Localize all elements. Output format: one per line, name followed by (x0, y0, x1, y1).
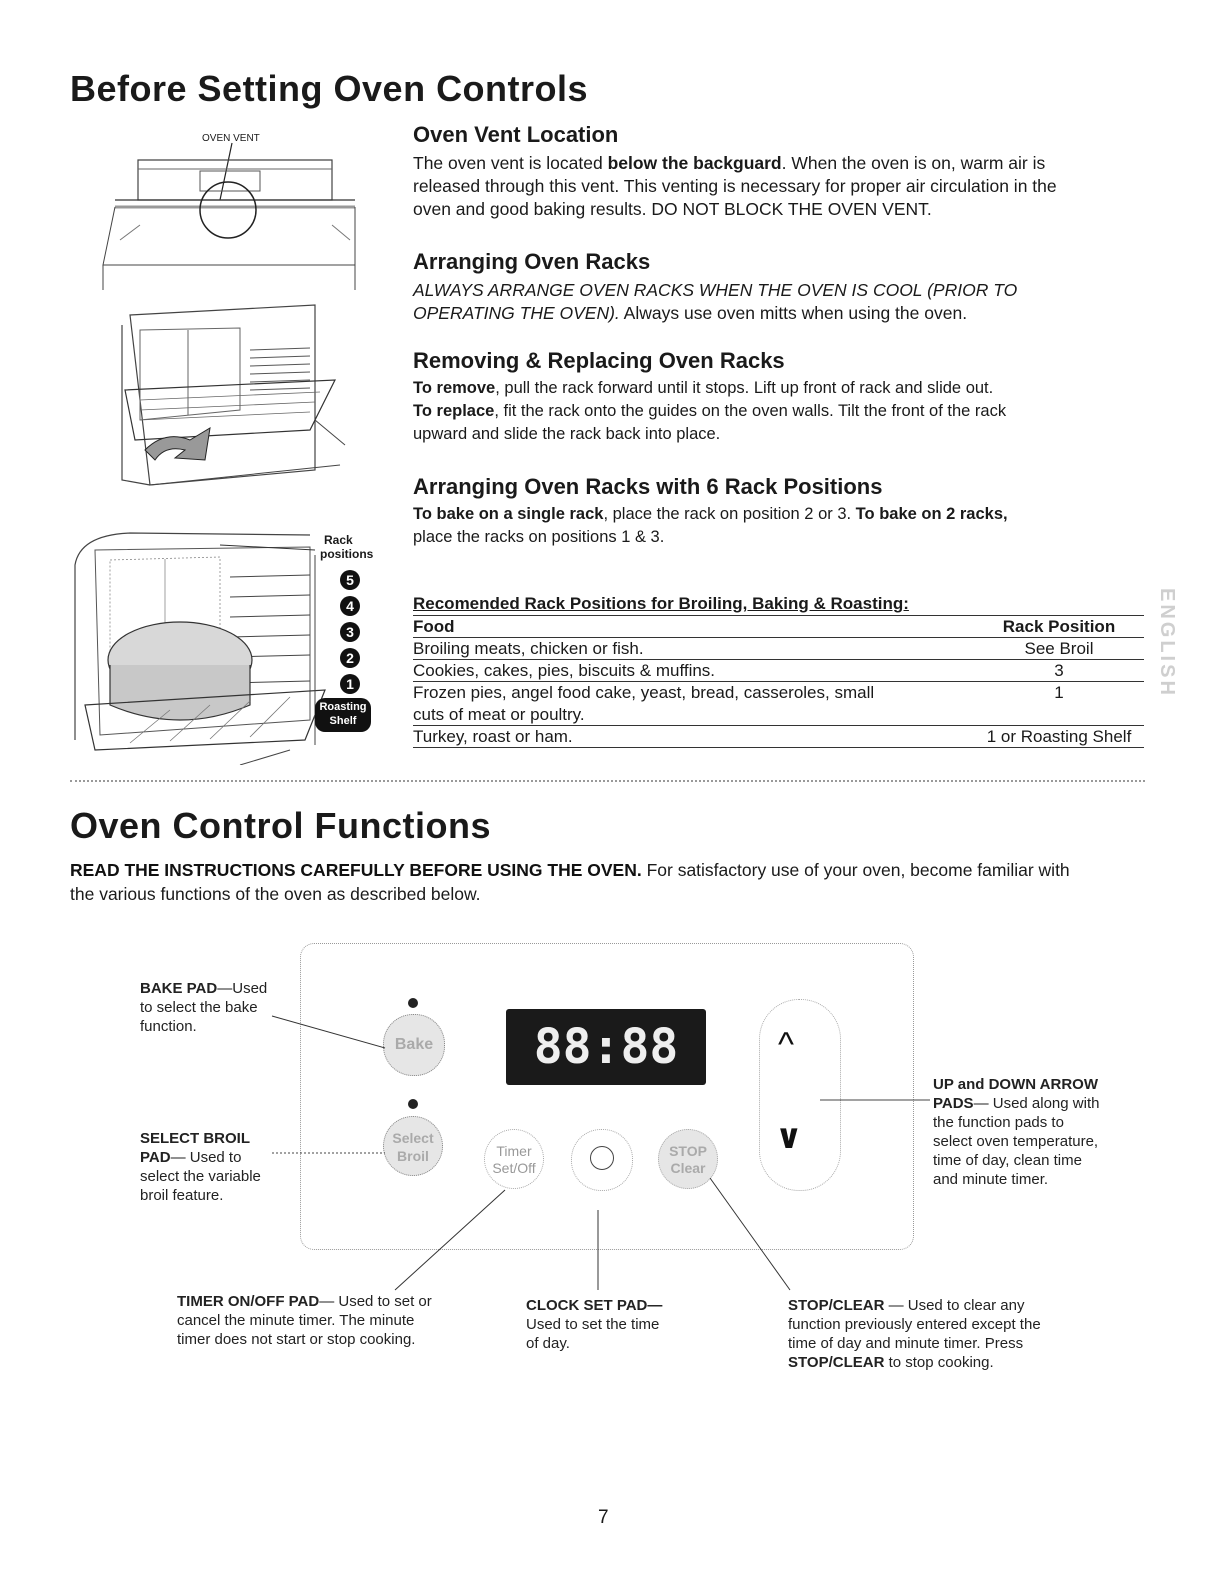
up-arrow-pad[interactable]: ^ (778, 1026, 794, 1064)
arranging-text: ALWAYS ARRANGE OVEN RACKS WHEN THE OVEN IS COOL (PRIOR TO OPERATING THE OVEN). Always use oven mitts when using the oven. (413, 280, 1018, 323)
rack-position-4-badge: 4 (340, 596, 360, 616)
table-header-food: Food (413, 617, 455, 636)
section-title-before-setting: Before Setting Oven Controls (70, 68, 589, 109)
table-row: cuts of meat or poultry. (413, 705, 585, 724)
arrow-pads-callout: UP and DOWN ARROW PADS— Used along with the function pads to select oven temperature, time of day, clean time and minute timer. (933, 1076, 1100, 1188)
roasting-shelf-badge: Roasting Shelf (315, 698, 371, 732)
stop-clear-callout: STOP/CLEAR — Used to clear any function previously entered except the time of day and minute timer. Press STOP/CLEAR to stop cooking. (788, 1297, 1041, 1371)
table-row: Cookies, cakes, pies, biscuits & muffins. 3 (413, 661, 1064, 680)
clock-display: 88:88 (506, 1009, 706, 1085)
timer-pad-callout: TIMER ON/OFF PAD— Used to set or cancel the minute timer. The minute timer does not start or stop cooking. (177, 1293, 432, 1348)
oven-vent-label: OVEN VENT (202, 133, 260, 144)
rack-position-5-badge: 5 (340, 570, 360, 590)
select-broil-callout: SELECT BROIL PAD— Used to select the variable broil feature. (140, 1130, 261, 1204)
down-arrow-pad[interactable]: ∨ (775, 1118, 803, 1156)
rack-position-1-badge: 1 (340, 674, 360, 694)
removing-text: To remove, pull the rack forward until it stops. Lift up front of rack and slide out. To replace, fit the rack onto the guides on the oven walls. Tilt the front of the rack upward and slide the rack back into place. (413, 379, 1007, 443)
rack-position-2-badge: 2 (340, 648, 360, 668)
table-row: Broiling meats, chicken or fish. See Broil (413, 639, 1094, 658)
arranging-heading: Arranging Oven Racks (413, 249, 651, 274)
removing-heading: Removing & Replacing Oven Racks (413, 348, 785, 373)
table-caption: Recomended Rack Positions for Broiling, Baking & Roasting: (413, 594, 909, 613)
rack-position-3-badge: 3 (340, 622, 360, 642)
positions-label: positions (320, 547, 374, 561)
clock-set-callout: CLOCK SET PAD— Used to set the time of day. (526, 1297, 663, 1352)
table-row: Turkey, roast or ham. 1 or Roasting Shelf (413, 727, 1132, 746)
rack-label: Rack (324, 533, 353, 547)
table-header-rack: Rack Position (1002, 617, 1116, 636)
timer-pad[interactable]: Timer Set/Off (484, 1129, 544, 1189)
select-broil-pad[interactable]: Select Broil (383, 1116, 443, 1176)
oven-vent-heading: Oven Vent Location (413, 122, 619, 147)
page-number: 7 (598, 1507, 609, 1528)
six-positions-text: To bake on a single rack, place the rack on position 2 or 3. To bake on 2 racks, place the racks on positions 1 & 3. (413, 505, 1008, 546)
section-title-oven-control-functions: Oven Control Functions (70, 805, 491, 846)
oven-control-intro: READ THE INSTRUCTIONS CAREFULLY BEFORE USING THE OVEN. For satisfactory use of your oven, become familiar with the various functions of the oven as described below. (70, 860, 1070, 904)
table-row: Frozen pies, angel food cake, yeast, bread, casseroles, small 1 (413, 683, 1064, 702)
bake-pad[interactable]: Bake (383, 1014, 445, 1076)
bake-pad-callout: BAKE PAD—Used to select the bake function. (140, 980, 268, 1035)
stop-clear-pad[interactable]: STOP Clear (658, 1129, 718, 1189)
oven-vent-text: The oven vent is located below the backguard. When the oven is on, warm air is released through this vent. This venting is necessary for proper air circulation in the oven and good baking results. DO NOT BLOCK THE OVEN VENT. (413, 153, 1057, 219)
english-side-tab: ENGLISH (1156, 588, 1178, 698)
six-positions-heading: Arranging Oven Racks with 6 Rack Positions (413, 474, 883, 499)
